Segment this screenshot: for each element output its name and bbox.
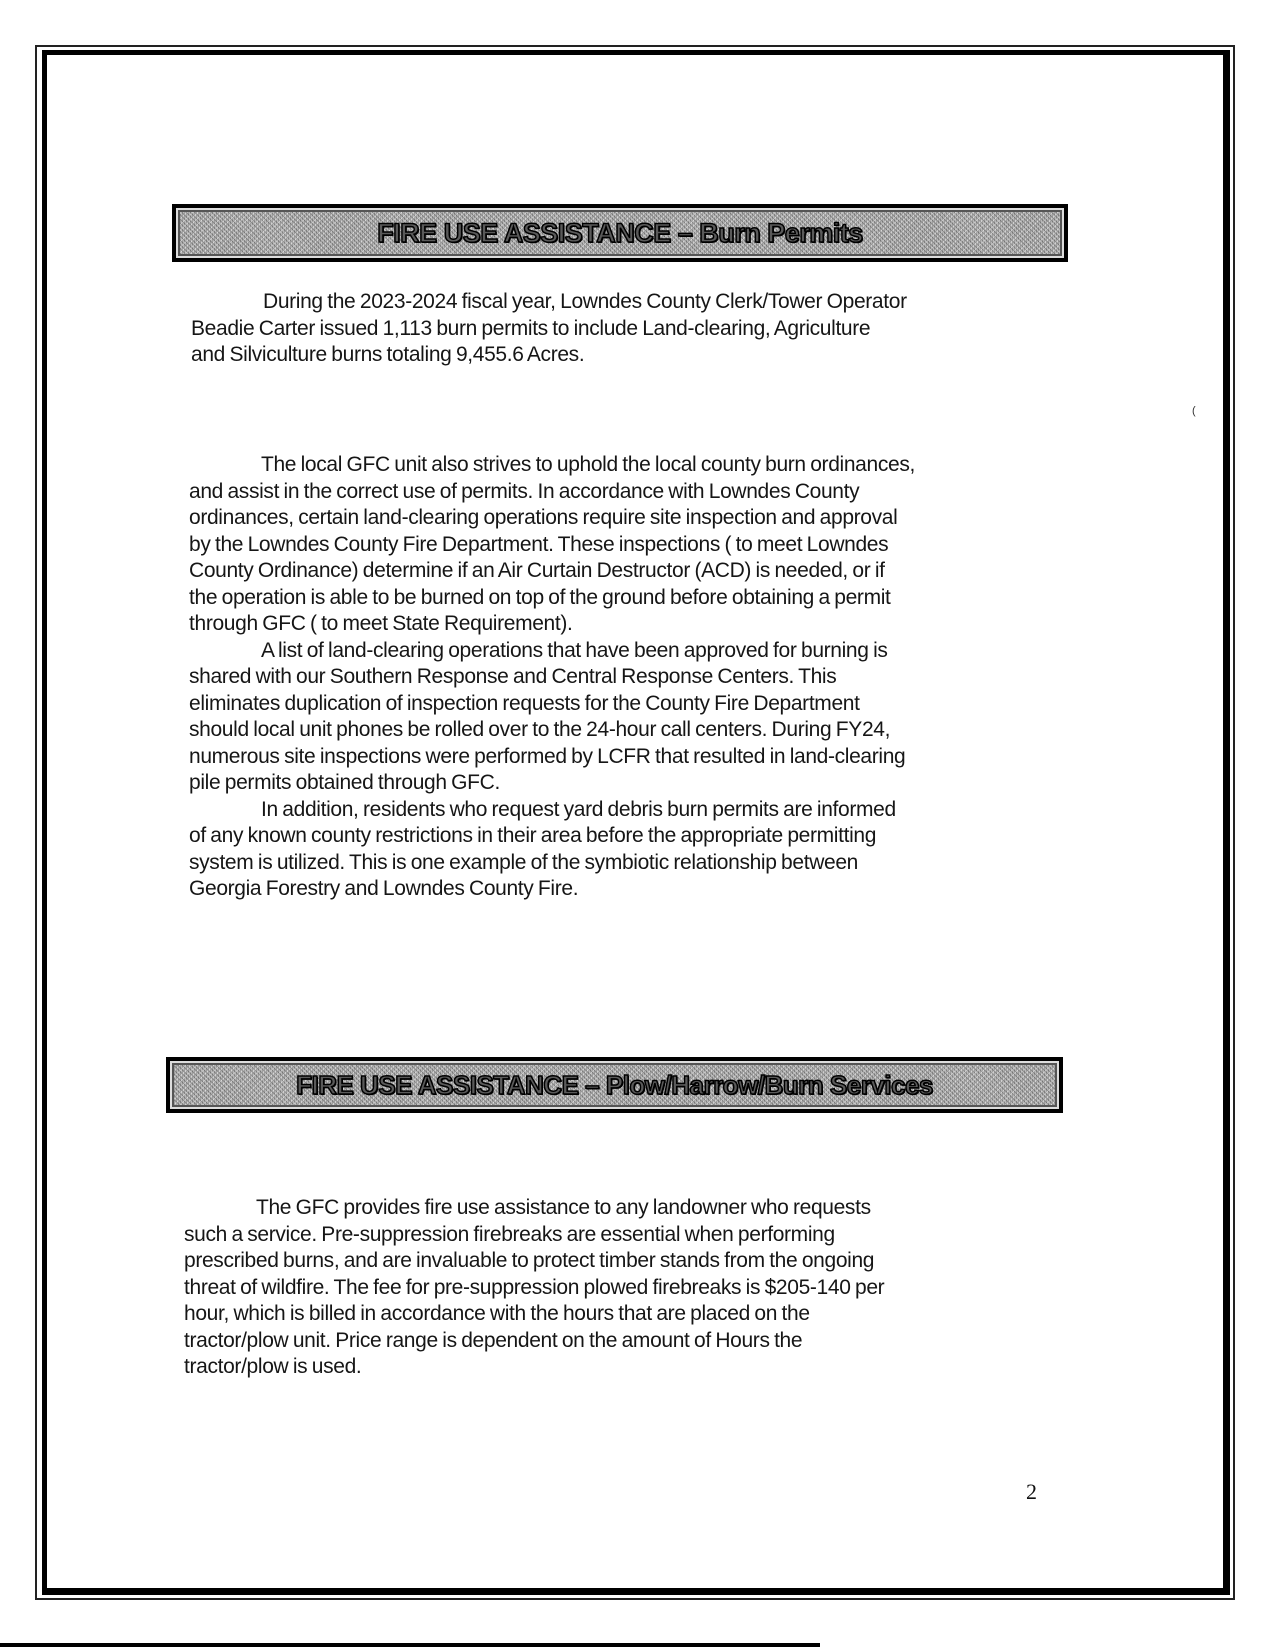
text-line: In addition, residents who request yard debris burn permits are informed <box>261 797 896 821</box>
paragraph-ordinances <box>189 452 915 903</box>
text-line: Beadie Carter issued 1,113 burn permits to include Land-clearing, Agriculture <box>191 316 871 340</box>
text-line: County Ordinance) determine if an Air Curtain Destructor (ACD) is needed, or if <box>189 559 885 582</box>
text-line: tractor/plow is used. <box>184 1355 362 1378</box>
page-number: 2 <box>1026 1479 1037 1504</box>
section-heading-burn-permits <box>172 204 1068 262</box>
text-line: A list of land-clearing operations that have been approved for burning is <box>261 638 888 662</box>
text-line: hour, which is billed in accordance with the hours that are placed on the <box>184 1302 810 1325</box>
text-line: During the 2023-2024 fiscal year, Lowndes County Clerk/Tower Operator <box>263 290 907 313</box>
text-line: tractor/plow unit. Price range is dependent on the amount of Hours the <box>184 1328 803 1352</box>
text-line: ordinances, certain land-clearing operations require site inspection and approval <box>189 506 898 529</box>
text-line: and assist in the correct use of permits. In accordance with Lowndes County <box>189 479 860 503</box>
text-line: The GFC provides fire use assistance to any landowner who requests <box>256 1196 871 1219</box>
margin-mark: ( <box>1192 405 1196 417</box>
text-line: of any known county restrictions in their area before the appropriate permitting <box>189 824 877 847</box>
text-line: shared with our Southern Response and Central Response Centers. This <box>189 665 837 688</box>
text-line: eliminates duplication of inspection requests for the County Fire Department <box>189 691 860 715</box>
text-line: through GFC ( to meet State Requirement). <box>189 612 573 635</box>
text-line: should local unit phones be rolled over to the 24-hour call centers. During FY24, <box>189 718 891 741</box>
scan-edge-rule <box>0 1643 820 1647</box>
text-line: and Silviculture burns totaling 9,455.6 Acres. <box>191 343 585 366</box>
paragraph-plow-services <box>184 1195 884 1381</box>
section-title: FIRE USE ASSISTANCE – Burn Permits <box>377 217 863 248</box>
text-line: Georgia Forestry and Lowndes County Fire. <box>189 877 579 900</box>
text-line: pile permits obtained through GFC. <box>189 771 500 794</box>
text-line: numerous site inspections were performed by LCFR that resulted in land-clearing <box>189 744 906 768</box>
text-line: The local GFC unit also strives to uphold the local county burn ordinances, <box>261 453 915 476</box>
text-line: by the Lowndes County Fire Department. These inspections ( to meet Lowndes <box>189 532 889 556</box>
text-line: system is utilized. This is one example of the symbiotic relationship between <box>189 850 858 874</box>
section-heading-plow-harrow-burn <box>166 1057 1063 1113</box>
text-line: threat of wildfire. The fee for pre-suppression plowed firebreaks is $205-140 per <box>184 1275 885 1299</box>
paragraph-burn-permits-summary <box>191 289 907 369</box>
section-title: FIRE USE ASSISTANCE – Plow/Harrow/Burn Services <box>296 1069 933 1100</box>
text-line: such a service. Pre-suppression firebreaks are essential when performing <box>184 1222 835 1246</box>
text-line: the operation is able to be burned on top of the ground before obtaining a permit <box>189 585 891 609</box>
text-line: prescribed burns, and are invaluable to protect timber stands from the ongoing <box>184 1249 875 1272</box>
